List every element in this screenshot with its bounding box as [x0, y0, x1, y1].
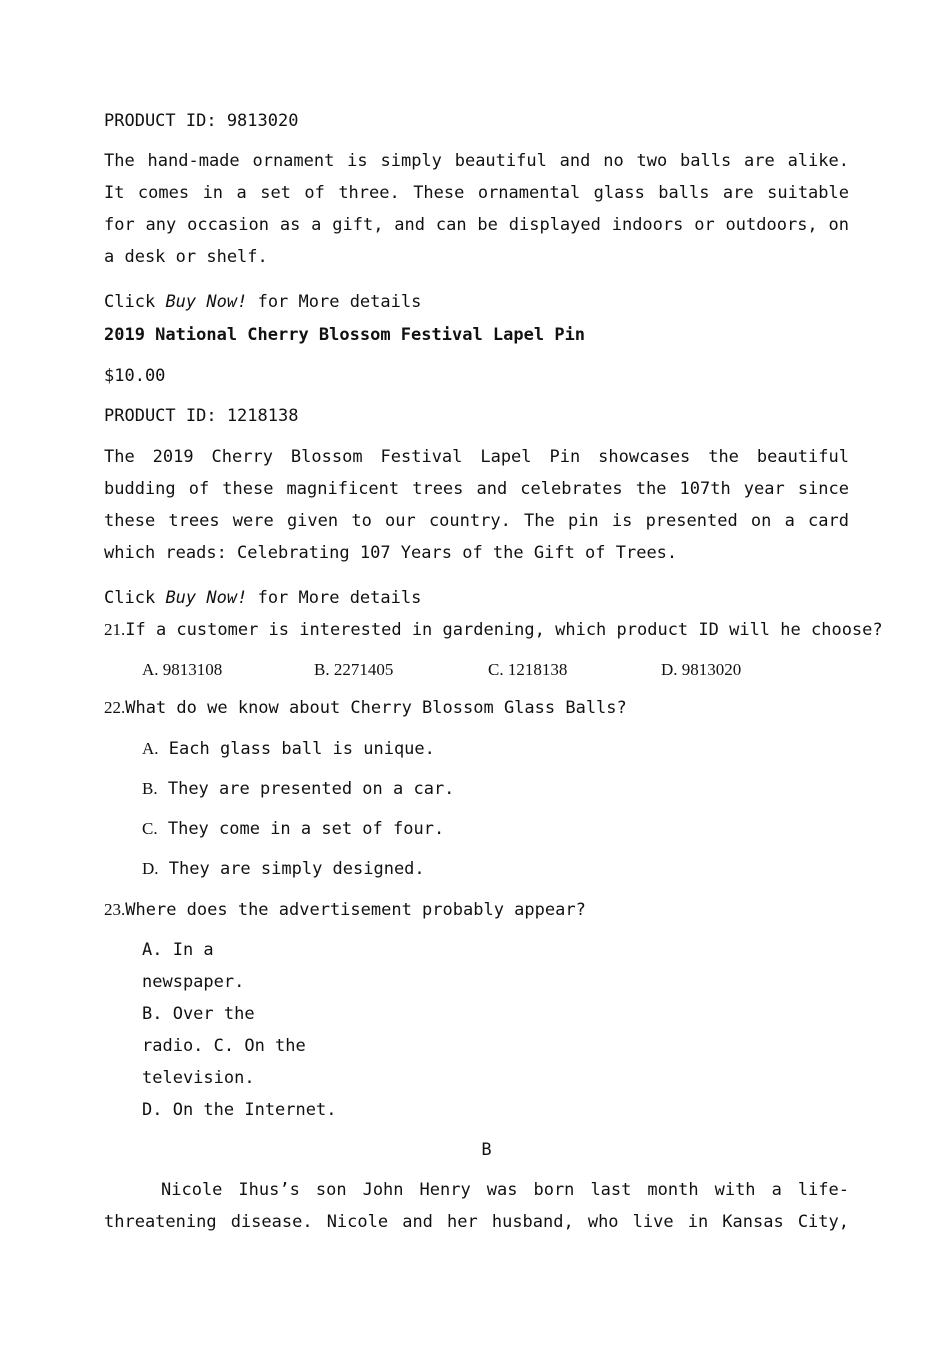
option-text: They come in a set of four.	[167, 819, 445, 839]
product-id-9813020: PRODUCT ID: 9813020	[104, 111, 299, 131]
buy-now-link[interactable]: Buy Now!	[165, 292, 248, 312]
question-number: 23.	[104, 900, 126, 919]
product-description-glass-balls: The hand-made ornament is simply beautiful and no two balls are alike. It comes in a set of three. These ornamental glass balls are suitable for any occasion as a gift, and can be displayed indoors or outdoors, on a desk or shelf.	[104, 151, 849, 267]
click-prefix: Click	[104, 588, 156, 608]
option-text: They are simply designed.	[168, 859, 425, 879]
q21-option-d[interactable]: D. 9813020	[661, 660, 742, 679]
product-id-1218138: PRODUCT ID: 1218138	[104, 406, 299, 426]
option-label: B.	[142, 779, 158, 798]
section-b-paragraph-line-1: Nicole Ihus’s son John Henry was born last month with a life-	[161, 1180, 849, 1200]
click-buy-now-line-2	[104, 588, 421, 608]
q22-option-b[interactable]	[142, 779, 454, 799]
option-label: D.	[142, 859, 159, 878]
question-text: If a customer is interested in gardening, which product ID will he choose?	[125, 620, 883, 640]
product-description-lapel-pin: The 2019 Cherry Blossom Festival Lapel Pin showcases the beautiful budding of these magnificent trees and celebrates the 107th year since these trees were given to our country. The pin is presented on a card which reads: Celebrating 107 Years of the Gift of Trees.	[104, 447, 849, 563]
q21-option-a[interactable]: A. 9813108	[142, 660, 223, 679]
q23-option-line-3[interactable]: B. Over the	[142, 1004, 255, 1024]
buy-now-link[interactable]: Buy Now!	[165, 588, 248, 608]
question-23	[104, 900, 586, 920]
click-suffix: for More details	[257, 292, 422, 312]
section-b-heading: B	[481, 1140, 492, 1160]
question-number: 22.	[104, 698, 126, 717]
product-price: $10.00	[104, 366, 166, 386]
q23-option-line-6[interactable]: D. On the Internet.	[142, 1100, 337, 1120]
option-label: C.	[142, 819, 158, 838]
q23-option-line-2[interactable]: newspaper.	[142, 972, 245, 992]
click-suffix: for More details	[257, 588, 422, 608]
question-number: 21.	[104, 620, 126, 639]
question-text: What do we know about Cherry Blossom Glass Balls?	[125, 698, 627, 718]
option-label: A.	[142, 739, 159, 758]
q23-option-line-5[interactable]: television.	[142, 1068, 255, 1088]
q21-option-c[interactable]: C. 1218138	[488, 660, 568, 679]
q23-option-line-1[interactable]: A. In a	[142, 940, 214, 960]
question-text: Where does the advertisement probably appear?	[125, 900, 586, 920]
click-prefix: Click	[104, 292, 156, 312]
question-21	[104, 620, 883, 640]
q23-option-line-4[interactable]: radio. C. On the	[142, 1036, 306, 1056]
q21-option-b[interactable]: B. 2271405	[314, 660, 394, 679]
q22-option-a[interactable]	[142, 739, 435, 759]
click-buy-now-line	[104, 292, 421, 312]
option-text: Each glass ball is unique.	[168, 739, 435, 759]
option-text: They are presented on a car.	[167, 779, 455, 799]
section-b-paragraph-line-2: threatening disease. Nicole and her husband, who live in Kansas City,	[104, 1212, 849, 1232]
q22-option-c[interactable]	[142, 819, 444, 839]
product-title-lapel-pin: 2019 National Cherry Blossom Festival Lapel Pin	[104, 325, 586, 345]
q22-option-d[interactable]	[142, 859, 425, 879]
question-22	[104, 698, 627, 718]
